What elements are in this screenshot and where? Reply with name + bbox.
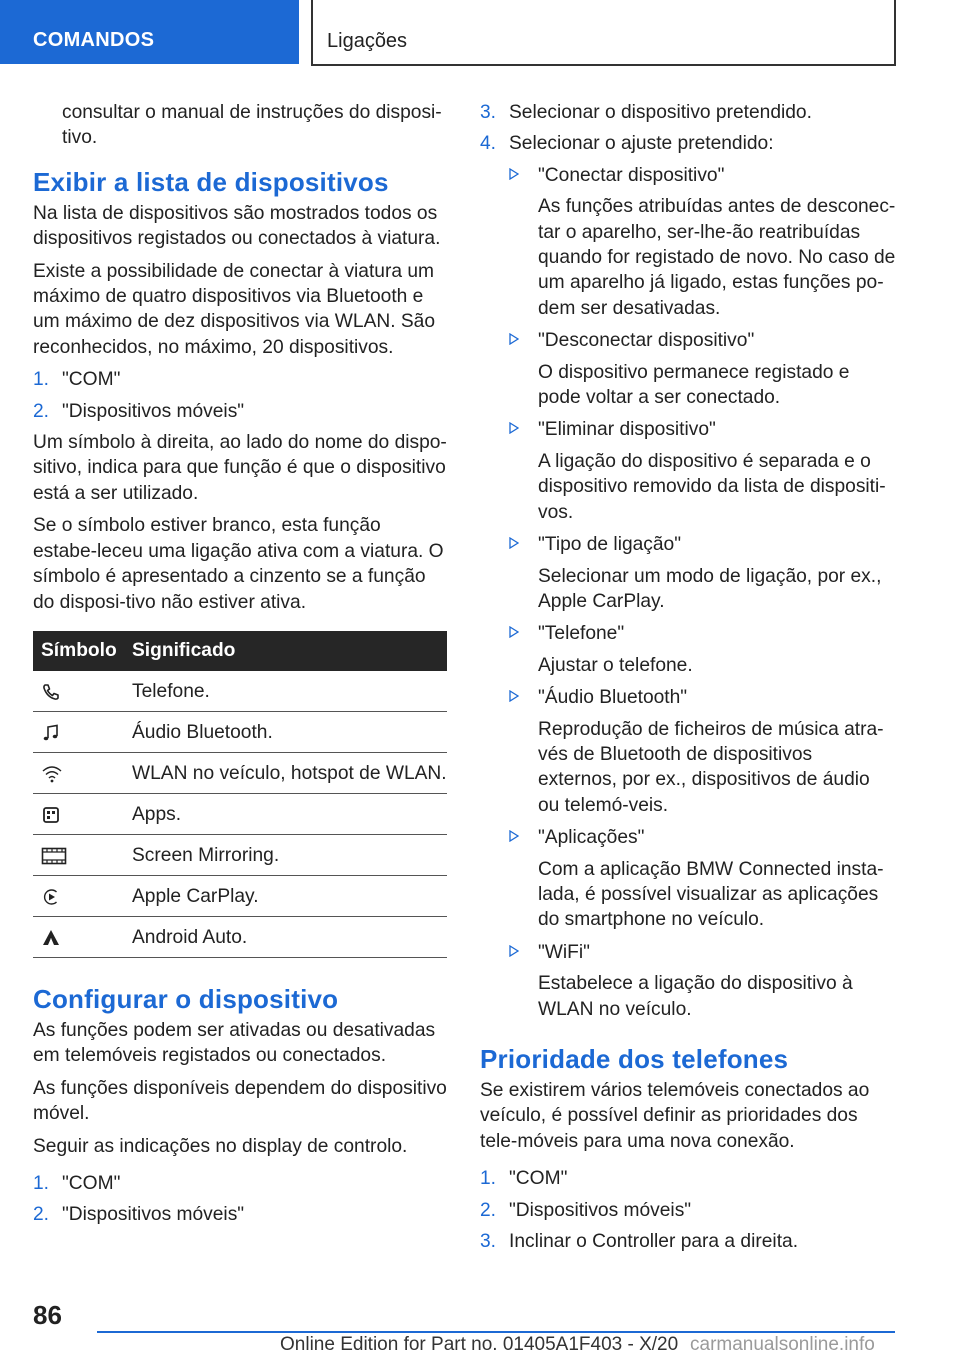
step-text: "COM": [509, 1168, 568, 1190]
option-item: [509, 940, 896, 1022]
step-list: [480, 1166, 896, 1254]
triangle-bullet-icon: [509, 690, 519, 702]
step-list: [33, 367, 447, 424]
option-item: [509, 532, 896, 614]
step-item: [33, 399, 447, 424]
step-number: 1.: [33, 369, 50, 391]
step-number: 4.: [480, 133, 497, 155]
symbol-meaning: WLAN no veículo, hotspot de WLAN.: [132, 752, 447, 793]
screen-mirroring-icon: [41, 846, 67, 866]
step-item: [33, 1202, 447, 1227]
step-number: 1.: [33, 1172, 50, 1194]
option-description: As funções atribuídas antes de desconec-tar o aparelho, ser-lhe-ão reatribuídas quando for registado de novo. No caso de um aparelho já ligado, estas funções po-dem ser desativadas.: [538, 196, 896, 319]
edition-note: Online Edition for Part no. 01405A1F403 - X/20: [280, 1334, 679, 1355]
option-label: "Telefone": [538, 623, 625, 645]
triangle-bullet-icon: [509, 626, 519, 638]
paragraph: Um símbolo à direita, ao lado do nome do dispo-sitivo, indica para que função é que o dispositivo está a ser utilizado.: [33, 432, 447, 504]
music-note-icon: [41, 723, 61, 743]
paragraph: Seguir as indicações no display de controlo.: [33, 1135, 408, 1157]
option-label: "Tipo de ligação": [538, 534, 682, 556]
step-number: 2.: [480, 1199, 497, 1221]
step-number: 1.: [480, 1168, 497, 1190]
step-text: "COM": [62, 1172, 121, 1194]
heading-device-list: Exibir a lista de dispositivos: [33, 166, 389, 197]
table-row: [33, 834, 447, 875]
step-number: 2.: [33, 400, 50, 422]
option-label: "Conectar dispositivo": [538, 164, 725, 186]
triangle-bullet-icon: [509, 945, 519, 957]
table-header-row: [33, 631, 447, 671]
watermark: carmanualsonline.info: [690, 1334, 875, 1355]
option-description: Reprodução de ficheiros de música atra-vés de Bluetooth de dispositivos externos, por ex., dispositivos de áudio ou telemó-veis.: [538, 718, 884, 816]
triangle-bullet-icon: [509, 537, 519, 549]
step-text: Inclinar o Controller para a direita.: [509, 1231, 799, 1253]
page-number: 86: [33, 1300, 62, 1330]
step-item: [480, 1166, 896, 1191]
chapter-tab: [311, 0, 896, 66]
wifi-icon: [41, 764, 63, 784]
step-list: [33, 1171, 447, 1228]
right-column: [480, 100, 896, 1260]
step-list: [480, 100, 896, 157]
table-row: [33, 671, 447, 712]
page-header: [0, 0, 960, 66]
step-text: "Dispositivos móveis": [62, 1204, 245, 1226]
step-item: [33, 1171, 447, 1196]
intro-continuation: consultar o manual de instruções do disposi-tivo.: [62, 102, 442, 149]
chapter-title: Ligações: [327, 30, 408, 52]
symbol-meaning: Apple CarPlay.: [132, 875, 447, 916]
table-row: [33, 875, 447, 916]
symbol-meaning: Apps.: [132, 793, 447, 834]
symbol-meaning: Screen Mirroring.: [132, 834, 447, 875]
paragraph: Se o símbolo estiver branco, esta função estabe-leceu uma ligação ativa com a viatura. O símbolo é apresentado a cinzento se a função do disposi-tivo não estiver ativa.: [33, 515, 444, 613]
table-row: [33, 711, 447, 752]
triangle-bullet-icon: [509, 830, 519, 842]
option-label: "Eliminar dispositivo": [538, 419, 716, 441]
step-item: [33, 367, 447, 392]
option-item: [509, 417, 896, 525]
heading-phone-priority: Prioridade dos telefones: [480, 1044, 789, 1074]
step-text: "COM": [62, 369, 121, 391]
section-tab: [0, 0, 299, 64]
heading-configure-device: Configurar o dispositivo: [33, 983, 339, 1014]
step-number: 3.: [480, 102, 497, 123]
symbol-meaning: Android Auto.: [132, 916, 447, 957]
option-description: A ligação do dispositivo é separada e o dispositivo removido da lista de dispositi-vos.: [538, 450, 886, 523]
footer-divider: [97, 1331, 895, 1333]
step-text: "Dispositivos móveis": [509, 1199, 692, 1221]
apps-icon: [41, 805, 61, 825]
step-text: Selecionar o ajuste pretendido:: [509, 133, 774, 155]
option-label: "WiFi": [538, 941, 590, 963]
paragraph: As funções podem ser ativadas ou desativadas em telemóveis registados ou conectados.: [33, 1019, 436, 1067]
symbol-meaning: Áudio Bluetooth.: [132, 711, 447, 752]
paragraph: Existe a possibilidade de conectar à viatura um máximo de quatro dispositivos via Bluetooth e um máximo de dez dispositivos via WLAN. São reconhecidos, no máximo, 20 dispositivos.: [33, 260, 436, 358]
section-title: COMANDOS: [33, 29, 155, 51]
paragraph: Na lista de dispositivos são mostrados todos os dispositivos registados ou conectados à viatura.: [33, 202, 441, 250]
android-auto-icon: [41, 928, 61, 948]
option-item: [509, 825, 896, 933]
column-header-symbol: Símbolo: [33, 631, 132, 671]
step-item: [480, 100, 896, 125]
option-item: [509, 621, 896, 678]
triangle-bullet-icon: [509, 333, 519, 345]
option-item: [509, 328, 896, 410]
option-description: Ajustar o telefone.: [538, 654, 693, 676]
option-label: "Aplicações": [538, 827, 645, 849]
option-description: Com a aplicação BMW Connected insta-lada, é possível visualizar as aplicações do smartphone no veículo.: [538, 858, 884, 931]
carplay-icon: [41, 887, 61, 907]
table-row: [33, 752, 447, 793]
left-column: [33, 100, 447, 1234]
option-label: "Desconectar dispositivo": [538, 330, 755, 352]
triangle-bullet-icon: [509, 422, 519, 434]
table-row: [33, 793, 447, 834]
step-item: [480, 1198, 896, 1223]
step-number: 2.: [33, 1204, 50, 1226]
paragraph: As funções disponíveis dependem do dispositivo móvel.: [33, 1077, 447, 1125]
step-number: 3.: [480, 1231, 497, 1253]
column-header-meaning: Significado: [132, 631, 447, 671]
option-list: [480, 163, 896, 1022]
symbol-table: [33, 631, 447, 958]
phone-icon: [41, 682, 61, 702]
option-description: O dispositivo permanece registado e pode voltar a ser conectado.: [538, 361, 850, 409]
option-item: [509, 685, 896, 818]
option-description: Estabelece a ligação do dispositivo à WLAN no veículo.: [538, 973, 853, 1020]
step-text: "Dispositivos móveis": [62, 400, 245, 422]
option-label: "Áudio Bluetooth": [538, 687, 688, 709]
triangle-bullet-icon: [509, 168, 519, 180]
step-item: [480, 131, 896, 156]
option-item: [509, 163, 896, 321]
paragraph: Se existirem vários telemóveis conectados ao veículo, é possível definir as prioridades dos tele-móveis para uma nova conexão.: [480, 1080, 870, 1152]
symbol-meaning: Telefone.: [132, 671, 447, 712]
option-description: Selecionar um modo de ligação, por ex., Apple CarPlay.: [538, 565, 882, 612]
step-item: [480, 1229, 896, 1254]
step-text: Selecionar o dispositivo pretendido.: [509, 102, 812, 123]
table-row: [33, 916, 447, 957]
